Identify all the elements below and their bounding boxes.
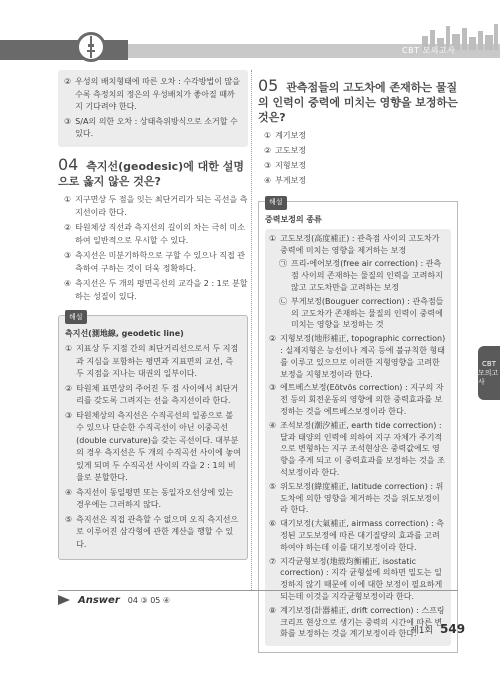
list-item: ⑥ 대기보정(大氣補正, airmass correction) : 측정된 고도보정에 따른 대기질량의 효과를 고려하여야 하는데 이를 대기보정이라 한다. [269,519,444,552]
explanation-heading: 중력보정의 종류 [265,215,322,224]
list-item: ⑤ 위도보정(緯度補正, latitude correction) : 위도차에 의한 영향을 제거하는 것을 위도보정이라 한다. [269,481,444,515]
question-4-explanation [58,312,248,561]
page-label: 제1회 [410,626,434,636]
list-item: ③ 에트베스보정(Eötvös correction) : 지구의 자전 등의 회전운동의 영향에 의한 중력효과를 보정하는 것을 에트베스보정이라 한다. [269,383,444,416]
list-item: ② 지형보정(地形補正, topographic correction) : 실제지형은 능선이나 계곡 등에 불규칙한 형태를 이루고 있으므로 이러한 지형영향을 고려한 보정을 지형보정이라 한다. [269,334,446,379]
list-item: ② 타원체 표면상의 주어진 두 점 사이에서 최단거리를 갖도록 그려지는 선을 측지선이라 한다. [65,383,239,405]
list-item: ⑧ 계기보정(計器補正, drift correction) : 스프링 크리프 현상으로 생기는 중력의 시간에 따른 변화를 보정하는 것을 계기보정이라 한다. [269,605,445,639]
list-item: ③ S/A의 의한 오차 : 상태측위방식으로 소거할 수 있다. [64,116,238,138]
side-tab-line1: CBT [482,359,496,368]
list-item: ④ 조석보정(潮汐補正, earth tide correction) : 달과 태양의 인력에 의하여 지구 자체가 주기적으로 변형하는 지구 조석현상은 중력값에도 영향을 주게 되고 이 중력효과를 보정하는 것을 조석보정이라 한다. [269,420,445,477]
page-number [410,622,465,636]
column-divider [251,70,252,590]
explanation-body [265,229,451,646]
list-item: ④ 측지선이 동일평면 또는 동일자오선상에 있는 경우에는 그러하지 않다. [65,487,234,509]
list-item: ③ 타원체상의 측지선은 수직곡선의 일종으로 볼 수 있으나 단순한 수직곡선이 아닌 이중곡선(double curvature)을 갖는 곡선이다. 대부분의 경우 측지선은 두 개의 수직곡선 사이에 놓여 있게 되며 두 수직곡선 사이의 각을 2 : 1의 비율로 분할한다. [65,410,241,482]
answer-text: 04 ③ 05 ④ [127,595,171,605]
option-3: ③ 지형보정 [264,161,307,170]
list-item: ㉠ 프리-에어보정(free air correction) : 관측점 사이의 존재하는 물질의 인력을 고려하지 않고 고도차만을 고려하는 보정 [279,259,443,292]
answer-arrow-icon [58,595,70,605]
question-5-explanation [258,198,458,653]
question-4-title: 04 측지선(geodesic)에 대한 설명으로 옳지 않은 것은? [58,154,244,188]
option-2: ② 타원체상 직선과 측지선의 길이의 차는 극히 미소하여 일반적으로 무시할 수 있다. [64,222,245,245]
answer-bar [58,590,458,609]
explanation-heading: 측지선(測地線, geodetic line) [65,328,184,338]
right-column [258,78,458,653]
question-4-options [64,193,248,303]
list-item: ① 지표상 두 지점 간의 최단거리선으로서 두 지점과 지심을 포함하는 평면과 지표면의 교선, 즉 두 지점을 지나는 대권의 일부이다. [65,344,239,378]
list-item: ① 고도보정(高度補正) : 관측점 사이의 고도차가 중력에 미치는 영향을 제거하는 보정 [269,233,440,255]
continued-explanation-box [58,70,248,147]
header-label: CBT 모의고사 [402,46,456,55]
list-item: ② 우성의 배치형태에 따른 오차 : 수각방법이 많을수록 측정치의 정은의 우성배치가 좋아질 때까지 기다려야 한다. [64,77,240,111]
explanation-tag: 해설 [65,310,87,325]
question-5-options [264,129,458,187]
question-5-title: 05 관측점들의 고도차에 존재하는 물질의 인력이 중력에 미치는 영향을 보정하는 것은? [258,76,458,124]
option-4: ④ 측지선은 두 개의 평면곡선의 교각을 2 : 1로 분할하는 성질이 있다. [64,278,248,301]
list-item: ⑦ 지각균형보정(地殼均衡補正, isostatic correction) : 지각 균형설에 의하면 밀도는 일정하지 않기 때문에 이에 대한 보정이 필요하게 되는데 이것을 지각균형보정이라 한다. [269,556,443,601]
option-3: ③ 측지선은 미분기하학으로 구할 수 있으나 직접 관측하여 구하는 것이 더욱 정확하다. [64,250,245,273]
option-1: ① 지구면상 두 점을 잇는 최단거리가 되는 곡선을 측지선이라 한다. [64,194,248,217]
question-number: 04 [58,154,79,174]
explanation-tag: 해설 [265,196,287,210]
answer-label: Answer [78,594,120,606]
option-4: ④ 부게보정 [264,176,307,185]
header-dark-band [0,40,128,60]
list-item: ㉡ 부게보정(Bouguer correction) : 관측점들의 고도차가 존재하는 물질의 인력이 중력에 미치는 영향을 보정하는 것 [279,296,444,330]
tower-icon [86,36,96,58]
side-tab [478,346,500,400]
page-number-value: 549 [440,622,466,636]
left-column [58,70,248,560]
side-tab-line2: 모의고사 [478,368,499,386]
option-2: ② 고도보정 [264,146,307,155]
option-1: ① 계기보정 [264,131,307,140]
question-number: 05 [258,76,279,95]
list-item: ⑤ 측지선은 직접 관측할 수 없으며 오직 측지선으로 이루어진 삼각형에 관한 계산을 행할 수 있다. [65,514,239,549]
